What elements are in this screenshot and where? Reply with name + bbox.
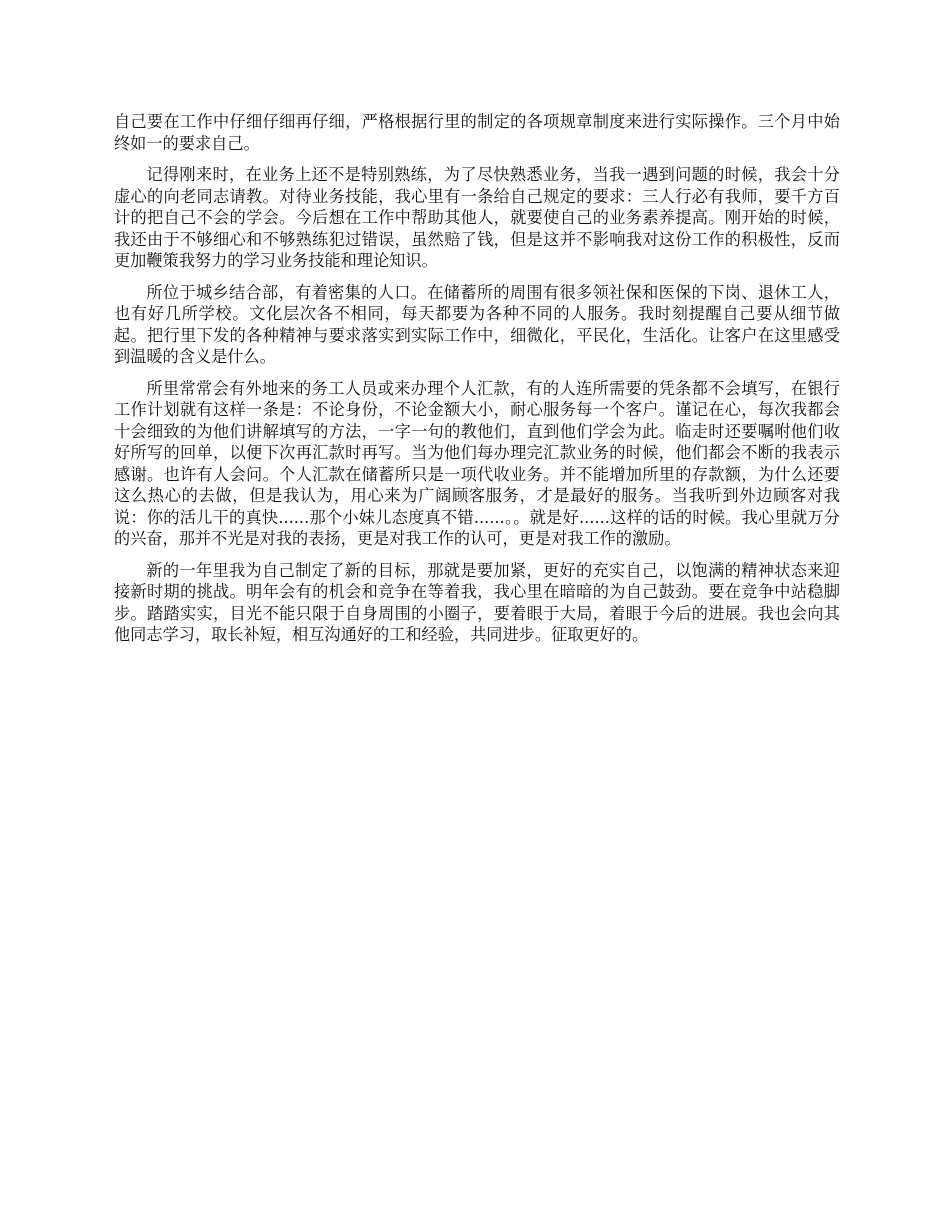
paragraph-new-year-goals: 新的一年里我为自己制定了新的目标，那就是要加紧，更好的充实自己，以饱满的精神状态来迎接新时期的挑战。明年会有的机会和竞争在等着我，我心里在暗暗的为自己鼓劲。要在竞争中站稳脚步。踏踏实实，目光不能只限于自身周围的小圈子，要着眼于大局，着眼于今后的进展。我也会向其他同志学习，取长补短，相互沟通好的工和经验，共同进步。征取更好的。 [114,560,840,644]
paragraph-remittance-service: 所里常常会有外地来的务工人员或来办理个人汇款，有的人连所需要的凭条都不会填写，在银行工作计划就有这样一条是：不论身份，不论金额大小，耐心服务每一个客户。谨记在心，每次我都会十会细致的为他们讲解填写的方法，一字一句的教他们，直到他们学会为此。临走时还要嘱咐他们收好所写的回单，以便下次再汇款时再写。当为他们每办理完汇款业务的时候，他们都会不断的我表示感谢。也许有人会问。个人汇款在储蓄所只是一项代收业务。并不能增加所里的存款额，为什么还要这么热心的去做，但是我认为，用心来为广阔顾客服务，才是最好的服务。当我听到外边顾客对我说：你的活儿干的真快......那个小妹儿态度真不错......。。就是好......这样的话的时候。我心里就万分的兴奋，那并不光是对我的表扬，更是对我工作的认可，更是对我工作的激励。 [114,378,840,548]
document-body [114,111,840,656]
paragraph-learning-business: 记得刚来时，在业务上还不是特别熟练，为了尽快熟悉业务，当我一遇到问题的时候，我会十分虚心的向老同志请教。对待业务技能，我心里有一条给自己规定的要求：三人行必有我师，要千方百计的把自己不会的学会。今后想在工作中帮助其他人，就要使自己的业务素养提高。刚开始的时候，我还由于不够细心和不够熟练犯过错误，虽然赔了钱，但是这并不影响我对这份工作的积极性，反而更加鞭策我努力的学习业务技能和理论知识。 [114,165,840,270]
paragraph-continuation: 自己要在工作中仔细仔细再仔细，严格根据行里的制定的各项规章制度来进行实际操作。三个月中始终如一的要求自己。 [114,112,840,153]
paragraph-branch-location: 所位于城乡结合部，有着密集的人口。在储蓄所的周围有很多领社保和医保的下岗、退休工人，也有好几所学校。文化层次各不相同，每天都要为各种不同的人服务。我时刻提醒自己要从细节做起。把行里下发的各种精神与要求落实到实际工作中，细微化，平民化，生活化。让客户在这里感受到温暖的含义是什么。 [114,282,840,366]
